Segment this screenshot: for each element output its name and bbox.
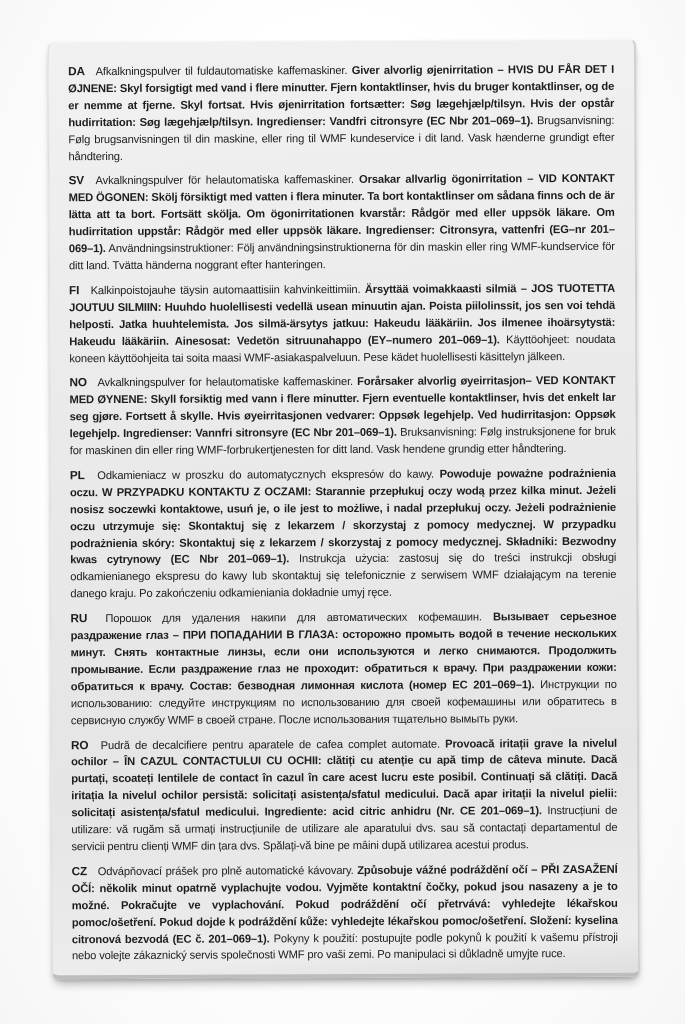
product-description-pl: Odkamieniacz w proszku do automatycznych ekspresów do kawy. bbox=[97, 468, 434, 483]
usage-instructions-cz: Pokyny k použití: postupujte podle pokynů k použití k vašemu přístroji nebo volejte zákaznický servis společnosti WMF pro vaši zemi. Po manipulaci si důkladně umyjte ruce. bbox=[71, 931, 618, 963]
hazard-statement-sv: Orsakar allvarlig ögonirritation – VID KONTAKT MED ÖGONEN: Skölj försiktigt med vatten i flera minuter. Ta bort kontaktlinser om sådana finns och de är lätta att ta bort. Fortsätt skölja. Om ögonirritationen kvarstår: Rådgör med eller uppsök läkare. Om hudirritation uppstår: Rådgör med eller uppsök läkare. Ingredienser: Citronsyra, vattenfri (EG–nr 201–069–1). bbox=[68, 173, 615, 256]
label-section-ru bbox=[70, 608, 617, 730]
language-code-no: NO bbox=[69, 375, 87, 390]
label-section-cz bbox=[72, 861, 618, 966]
hazard-statement-ro: Provoacă iritații grave la nivelul ochilor – ÎN CAZUL CONTACTULUI CU OCHII: clătiți cu atenție cu apă timp de câteva minute. Dacă purtați, scoateți lentilele de contact în cazul în care acest lucru este posibil. Continuați să clătiți. Dacă iritația la nivelul ochilor persistă: solicitați asistența/sfatul medicului. Dacă apar iritații la nivelul pielii: solicitați asistența/sfatul medicului. Ingrediente: acid citric anhidru (Nr. CE 201–069–1). bbox=[71, 737, 618, 820]
label-section-no bbox=[69, 372, 615, 460]
usage-instructions-sv: Användningsinstruktioner: Följ användningsinstruktionerna för din maskin eller ring WMF-kundservice för ditt land. Tvätta händerna noggrant efter hanteringen. bbox=[68, 240, 615, 273]
language-code-pl: PL bbox=[69, 468, 85, 483]
product-description-da: Afkalkningspulver til fuldautomatiske kaffemaskiner. bbox=[95, 64, 348, 79]
usage-instructions-pl: Instrukcja użycia: zastosuj się do treści instrukcji obsługi odkamienianego ekspresu do kawy lub skontaktuj się telefonicznie z serwisem WMF działającym na terenie danego kraju. Po zakończeniu odkamieniania dokładnie umyj ręce. bbox=[70, 552, 617, 601]
product-description-ru: Порошок для удаления накипи для автоматических кофемашин. bbox=[105, 611, 482, 626]
usage-instructions-no: Bruksanvisning: Følg instruksjonene for bruk for maskinen din eller ring WMF-forbrukertjenesten for ditt land. Vask hendene grundig etter håndtering. bbox=[69, 425, 616, 458]
language-code-fi: FI bbox=[69, 283, 80, 298]
product-description-sv: Avkalkningspulver för helautomatiska kaffemaskiner. bbox=[95, 174, 354, 188]
label-section-pl bbox=[70, 465, 617, 604]
product-description-cz: Odvápňovací prášek pro plně automatické kávovary. bbox=[97, 864, 354, 878]
product-description-no: Avkalkningspulver for helautomatiske kaffemaskiner. bbox=[97, 376, 354, 390]
product-description-fi: Kalkinpoistojauhe täysin automaattisiin kahvinkeittimiin. bbox=[90, 283, 361, 297]
label-section-ro bbox=[71, 734, 618, 856]
label-section-da bbox=[68, 61, 614, 166]
product-label-card bbox=[48, 39, 640, 980]
hazard-statement-fi: Ärsyttää voimakkaasti silmiä – JOS TUOTETTA JOUTUU SILMIIN: Huuhdo huolellisesti vedellä usean minuutin ajan. Poista piilolinssit, jos sen voi tehdä helposti. Jatka huuhtelemista. Jos silmä-ärsytys jatkuu: Hakeudu lääkäriin. Jos ilmenee ihoärsytystä: Hakeudu lääkäriin. Ainesosat: Vedetön sitruunahappo (EY–numero 201–069–1). bbox=[69, 282, 616, 348]
label-section-fi bbox=[69, 280, 615, 368]
hazard-statement-da: Giver alvorlig øjenirritation – HVIS DU FÅR DET I ØJNENE: Skyl forsigtigt med vand i flere minutter. Fjern kontaktlinser, hvis du bruger kontaktlinser, og de er nemme at fjerne. Skyl fortsat. Hvis øjenirritation fortsætter: Søg lægehjælp/tilsyn. Hvis der opstår hudirritation: Søg lægehjælp/tilsyn. Ingredienser: Vandfri citronsyre (EC Nbr 201–069–1). bbox=[68, 63, 615, 129]
language-code-da: DA bbox=[68, 64, 85, 79]
language-code-ru: RU bbox=[70, 611, 88, 626]
language-code-cz: CZ bbox=[71, 863, 88, 879]
language-code-ro: RO bbox=[70, 737, 89, 752]
hazard-statement-ru: Вызывает серьезное раздражение глаз – ПРИ ПОПАДАНИИ В ГЛАЗА: осторожно промыть водой в течение нескольких минут. Снять контактные линзы, если они используются и легко снимаются. Продолжить промывание. Если раздражение глаз не проходит: обратиться к врачу. При раздражении кожи: обратиться к врачу. Состав: безводная лимонная кислота (номер ЕС 201–069–1). bbox=[70, 610, 617, 694]
usage-instructions-fi: Käyttöohjeet: noudata koneen käyttöohjeita tai soita maasi WMF-asiakaspalveluun. Pese kädet huolellisesti käsittelyn jälkeen. bbox=[69, 333, 616, 365]
usage-instructions-ru: Инструкции по использованию: следуйте инструкциям по использованию для своей кофемашины или обратитесь в сервисную службу WMF в своей стране. После использования тщательно вымыть руки. bbox=[70, 678, 617, 727]
label-section-sv bbox=[69, 170, 615, 275]
usage-instructions-da: Brugsanvisning: Følg brugsanvisningen til din maskine, eller ring til WMF kundeservice i dit land. Vask hænderne grundigt efter håndtering. bbox=[68, 114, 615, 163]
language-code-sv: SV bbox=[68, 173, 85, 188]
hazard-statement-pl: Powoduje poważne podrażnienia oczu. W PRZYPADKU KONTAKTU Z OCZAMI: Starannie przepłukuj oczy wodą przez kilka minut. Jeżeli nosisz soczewki kontaktowe, usuń je, o ile jest to możliwe, i nadal przepłukuj oczy. Jeżeli podrażnienie oczu utrzymuje się: Skontaktuj się z lekarzem / skorzystaj z pomocy medycznej. W przypadku podrażnienia skóry: Skontaktuj się z lekarzem / skorzystaj z pomocy medycznej. Składniki: Bezwodny kwas cytrynowy (EC Nbr 201–069–1). bbox=[69, 467, 617, 567]
hazard-statement-no: Forårsaker alvorlig øyeirritasjon– VED KONTAKT MED ØYNENE: Skyll forsiktig med vann i flere minutter. Fjern eventuelle kontaktlinser, hvis det enkelt lar seg gjøre. Fortsett å skylle. Hvis øyeirritasjonen vedvarer: Oppsøk legehjelp. Ved hudirritasjon: Oppsøk legehjelp. Ingredienser: Vannfri sitronsyre (EC Nbr 201–069–1). bbox=[69, 375, 616, 441]
usage-instructions-ro: Instrucțiuni de utilizare: vă rugăm să urmați instrucțiunile de utilizare ale aparatului dvs. sau să contactați departamentul de servicii pentru clienți WMF din țara dvs. Spălați-vă bine pe mâini după utilizarea acestui produs. bbox=[71, 804, 618, 854]
hazard-statement-cz: Způsobuje vážné podráždění očí – PŘI ZASAŽENÍ OČÍ: několik minut opatrně vyplachujte vodou. Vyjměte kontaktní čočky, pokud jsou nasazeny a je to možné. Pokračujte ve vyplachování. Pokud podráždění očí přetrvává: vyhledejte lékařskou pomoc/ošetření. Pokud dojde k podráždění kůže: vyhledejte lékařskou pomoc/ošetření. Složení: kyselina citronová bezvodá (EC č. 201–069–1). bbox=[71, 863, 618, 946]
product-description-ro: Pudră de decalcifiere pentru aparatele de cafea complet automate. bbox=[100, 738, 440, 752]
